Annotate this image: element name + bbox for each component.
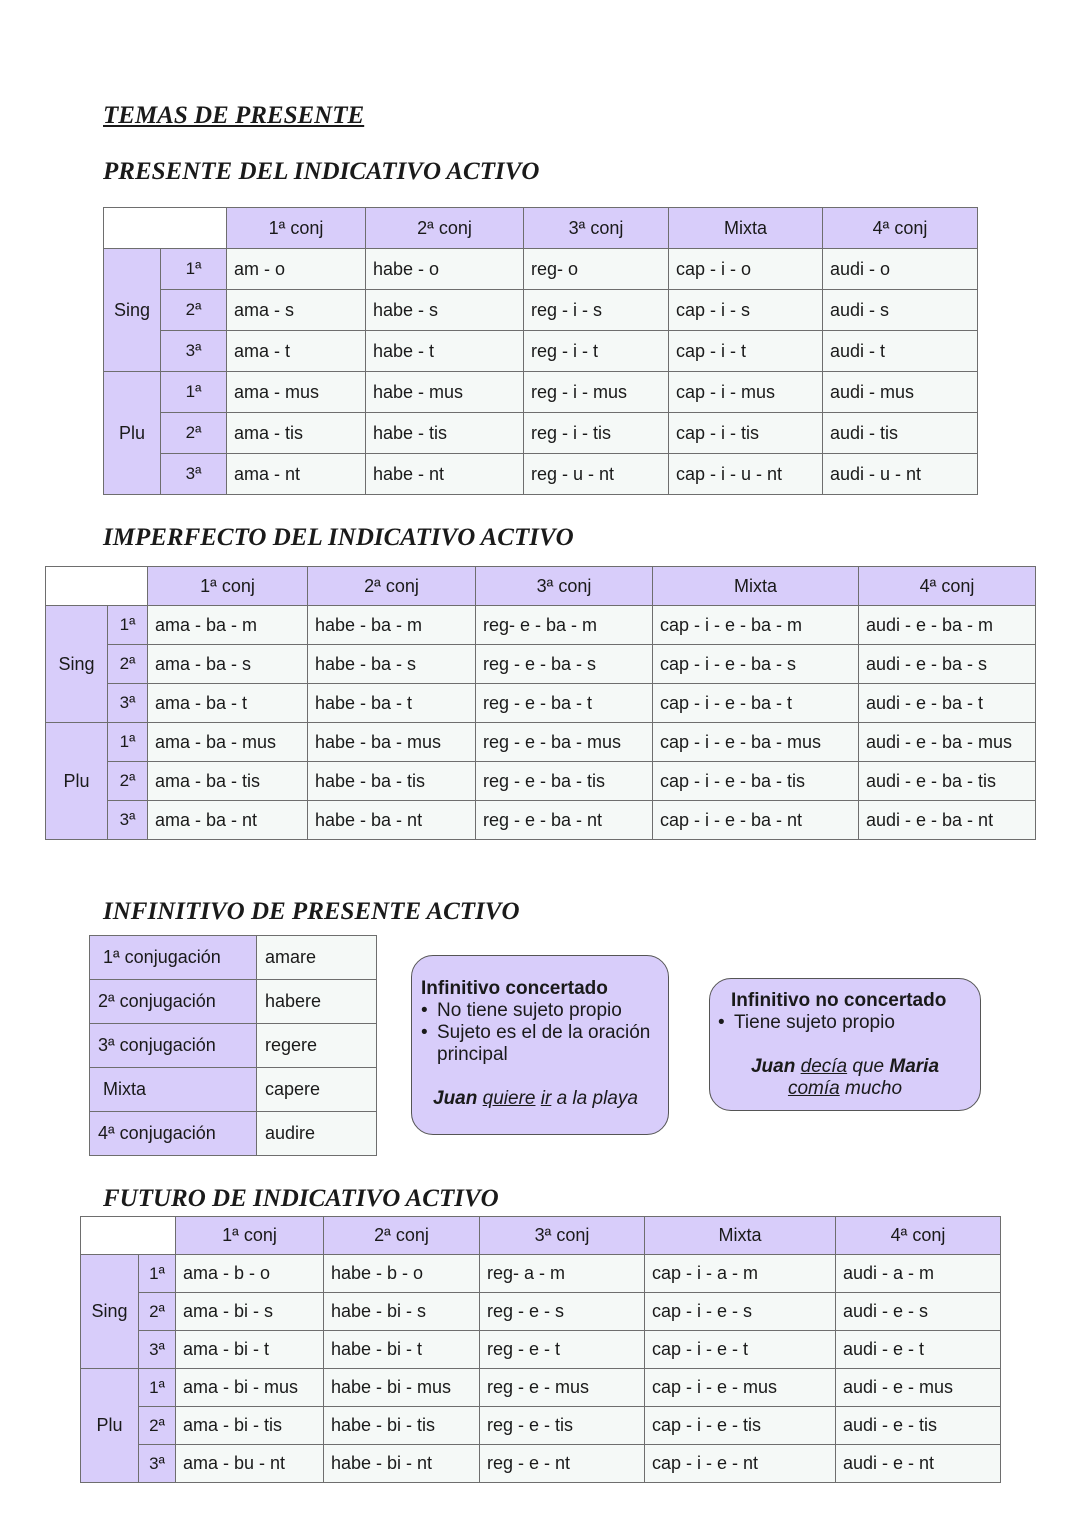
col-header: 1ª conj [227, 208, 366, 249]
col-header: Mixta [669, 208, 823, 249]
person-label: 1ª [139, 1255, 176, 1293]
form-cell: ama - bi - t [176, 1331, 324, 1369]
form-cell: reg - e - ba - nt [476, 801, 653, 840]
example-subject: Juan [750, 1056, 796, 1077]
group-sing: Sing [81, 1255, 139, 1369]
person-label: 3ª [139, 1331, 176, 1369]
form-cell: ama - tis [227, 413, 366, 454]
corner-cell [81, 1217, 176, 1255]
form-cell: audi - e - ba - mus [859, 723, 1036, 762]
form-cell: habe - bi - mus [324, 1369, 480, 1407]
form-cell: cap - i - e - nt [645, 1445, 836, 1483]
form-cell: cap - i - mus [669, 372, 823, 413]
group-plu: Plu [104, 372, 161, 495]
note-title: Infinitivo no concertado [731, 990, 947, 1011]
form-cell: audi - e - s [836, 1293, 1001, 1331]
group-sing: Sing [46, 606, 108, 723]
form-cell: reg - e - ba - mus [476, 723, 653, 762]
person-label: 2ª [139, 1293, 176, 1331]
infinitivo-table [89, 935, 377, 1156]
example-subject: Juan [433, 1088, 478, 1109]
form-cell: cap - i - e - ba - tis [653, 762, 859, 801]
form-cell: ama - nt [227, 454, 366, 495]
inf-label: 2ª conjugación [90, 980, 257, 1024]
form-cell: cap - i - e - tis [645, 1407, 836, 1445]
infinitivo-title: INFINITIVO DE PRESENTE ACTIVO [103, 898, 520, 925]
form-cell: ama - ba - t [148, 684, 308, 723]
form-cell: reg - e - mus [480, 1369, 645, 1407]
form-cell: cap - i - e - ba - t [653, 684, 859, 723]
form-cell: cap - i - e - ba - s [653, 645, 859, 684]
infinitivo-concertado-note [411, 955, 669, 1135]
group-plu: Plu [46, 723, 108, 840]
person-label: 1ª [108, 606, 148, 645]
form-cell: audi - u - nt [823, 454, 978, 495]
inf-label: Mixta [90, 1068, 257, 1112]
person-label: 1ª [139, 1369, 176, 1407]
person-label: 3ª [139, 1445, 176, 1483]
form-cell: ama - ba - m [148, 606, 308, 645]
form-cell: ama - bi - mus [176, 1369, 324, 1407]
form-cell: habe - bi - s [324, 1293, 480, 1331]
form-cell: audi - e - nt [836, 1445, 1001, 1483]
imperfecto-table [45, 566, 1036, 840]
group-sing: Sing [104, 249, 161, 372]
form-cell: habe - bi - nt [324, 1445, 480, 1483]
form-cell: cap - i - e - mus [645, 1369, 836, 1407]
main-title: TEMAS DE PRESENTE [103, 102, 365, 129]
form-cell: ama - t [227, 331, 366, 372]
note-bullet: • Sujeto es el de la oración principal [421, 1022, 660, 1066]
note-bullet: • Tiene sujeto propio [718, 1012, 972, 1034]
col-header: 1ª conj [148, 567, 308, 606]
form-cell: cap - i - e - ba - mus [653, 723, 859, 762]
person-label: 2ª [161, 413, 227, 454]
example-que: que [847, 1056, 890, 1077]
form-cell: habe - b - o [324, 1255, 480, 1293]
form-cell: cap - i - e - ba - m [653, 606, 859, 645]
form-cell: cap - i - e - t [645, 1331, 836, 1369]
form-cell: habe - tis [366, 413, 524, 454]
form-cell: audi - a - m [836, 1255, 1001, 1293]
col-header: 3ª conj [480, 1217, 645, 1255]
form-cell: habe - o [366, 249, 524, 290]
imperfecto-title: IMPERFECTO DEL INDICATIVO ACTIVO [103, 524, 574, 551]
example-rest: mucho [839, 1078, 903, 1099]
person-label: 1ª [108, 723, 148, 762]
col-header: Mixta [645, 1217, 836, 1255]
form-cell: ama - bi - s [176, 1293, 324, 1331]
form-cell: reg - e - nt [480, 1445, 645, 1483]
col-header: 2ª conj [324, 1217, 480, 1255]
example-verb: quiere [482, 1088, 536, 1109]
form-cell: cap - i - o [669, 249, 823, 290]
presente-table [103, 207, 978, 495]
col-header: 2ª conj [366, 208, 524, 249]
form-cell: reg- o [524, 249, 669, 290]
form-cell: ama - b - o [176, 1255, 324, 1293]
form-cell: reg - i - s [524, 290, 669, 331]
form-cell: habe - ba - t [308, 684, 476, 723]
inf-value: regere [257, 1024, 377, 1068]
inf-value: habere [257, 980, 377, 1024]
example-rest: a la playa [551, 1088, 638, 1109]
inf-label: 4ª conjugación [90, 1112, 257, 1156]
form-cell: ama - ba - mus [148, 723, 308, 762]
person-label: 2ª [108, 645, 148, 684]
person-label: 3ª [161, 331, 227, 372]
form-cell: habe - ba - nt [308, 801, 476, 840]
example-subject-2: Maria [889, 1056, 940, 1077]
example-verb: decía [800, 1056, 848, 1077]
form-cell: audi - s [823, 290, 978, 331]
col-header: 3ª conj [524, 208, 669, 249]
form-cell: audi - e - ba - nt [859, 801, 1036, 840]
example-verb-2: comía [787, 1078, 840, 1099]
form-cell: reg - e - ba - t [476, 684, 653, 723]
form-cell: habe - s [366, 290, 524, 331]
form-cell: cap - i - s [669, 290, 823, 331]
form-cell: habe - nt [366, 454, 524, 495]
form-cell: habe - ba - tis [308, 762, 476, 801]
inf-value: capere [257, 1068, 377, 1112]
corner-cell [104, 208, 227, 249]
form-cell: audi - e - tis [836, 1407, 1001, 1445]
person-label: 3ª [108, 684, 148, 723]
col-header: 1ª conj [176, 1217, 324, 1255]
inf-label: 1ª conjugación [90, 936, 257, 980]
col-header: Mixta [653, 567, 859, 606]
example-infinitive: ir [540, 1088, 552, 1109]
form-cell: cap - i - t [669, 331, 823, 372]
form-cell: reg - u - nt [524, 454, 669, 495]
form-cell: reg - e - ba - tis [476, 762, 653, 801]
futuro-table [80, 1216, 1001, 1483]
futuro-title: FUTURO DE INDICATIVO ACTIVO [103, 1185, 499, 1212]
person-label: 1ª [161, 372, 227, 413]
form-cell: habe - ba - m [308, 606, 476, 645]
col-header: 3ª conj [476, 567, 653, 606]
form-cell: audi - tis [823, 413, 978, 454]
form-cell: ama - ba - tis [148, 762, 308, 801]
form-cell: audi - e - ba - t [859, 684, 1036, 723]
form-cell: cap - i - u - nt [669, 454, 823, 495]
form-cell: audi - t [823, 331, 978, 372]
form-cell: ama - mus [227, 372, 366, 413]
person-label: 1ª [161, 249, 227, 290]
form-cell: audi - o [823, 249, 978, 290]
person-label: 3ª [108, 801, 148, 840]
form-cell: reg- e - ba - m [476, 606, 653, 645]
form-cell: audi - e - ba - s [859, 645, 1036, 684]
person-label: 3ª [161, 454, 227, 495]
form-cell: habe - bi - t [324, 1331, 480, 1369]
col-header: 2ª conj [308, 567, 476, 606]
form-cell: cap - i - tis [669, 413, 823, 454]
form-cell: audi - e - mus [836, 1369, 1001, 1407]
col-header: 4ª conj [823, 208, 978, 249]
form-cell: audi - e - ba - m [859, 606, 1036, 645]
form-cell: cap - i - a - m [645, 1255, 836, 1293]
note-example [421, 1088, 660, 1110]
form-cell: reg - i - tis [524, 413, 669, 454]
person-label: 2ª [108, 762, 148, 801]
form-cell: audi - e - t [836, 1331, 1001, 1369]
form-cell: reg - e - ba - s [476, 645, 653, 684]
form-cell: habe - mus [366, 372, 524, 413]
form-cell: am - o [227, 249, 366, 290]
form-cell: ama - ba - nt [148, 801, 308, 840]
form-cell: ama - ba - s [148, 645, 308, 684]
form-cell: reg - e - tis [480, 1407, 645, 1445]
form-cell: audi - e - ba - tis [859, 762, 1036, 801]
form-cell: reg- a - m [480, 1255, 645, 1293]
person-label: 2ª [139, 1407, 176, 1445]
form-cell: habe - ba - mus [308, 723, 476, 762]
presente-title: PRESENTE DEL INDICATIVO ACTIVO [103, 158, 540, 185]
form-cell: ama - bu - nt [176, 1445, 324, 1483]
form-cell: reg - e - s [480, 1293, 645, 1331]
form-cell: reg - i - t [524, 331, 669, 372]
note-bullet: • No tiene sujeto propio [421, 1000, 660, 1022]
group-plu: Plu [81, 1369, 139, 1483]
form-cell: cap - i - e - ba - nt [653, 801, 859, 840]
form-cell: reg - e - t [480, 1331, 645, 1369]
form-cell: cap - i - e - s [645, 1293, 836, 1331]
form-cell: ama - bi - tis [176, 1407, 324, 1445]
person-label: 2ª [161, 290, 227, 331]
form-cell: ama - s [227, 290, 366, 331]
col-header: 4ª conj [859, 567, 1036, 606]
inf-value: audire [257, 1112, 377, 1156]
form-cell: audi - mus [823, 372, 978, 413]
form-cell: habe - bi - tis [324, 1407, 480, 1445]
infinitivo-no-concertado-note [709, 978, 981, 1111]
note-example [718, 1056, 972, 1100]
form-cell: habe - ba - s [308, 645, 476, 684]
inf-label: 3ª conjugación [90, 1024, 257, 1068]
form-cell: reg - i - mus [524, 372, 669, 413]
corner-cell [46, 567, 148, 606]
note-title: Infinitivo concertado [421, 978, 608, 999]
inf-value: amare [257, 936, 377, 980]
form-cell: habe - t [366, 331, 524, 372]
col-header: 4ª conj [836, 1217, 1001, 1255]
